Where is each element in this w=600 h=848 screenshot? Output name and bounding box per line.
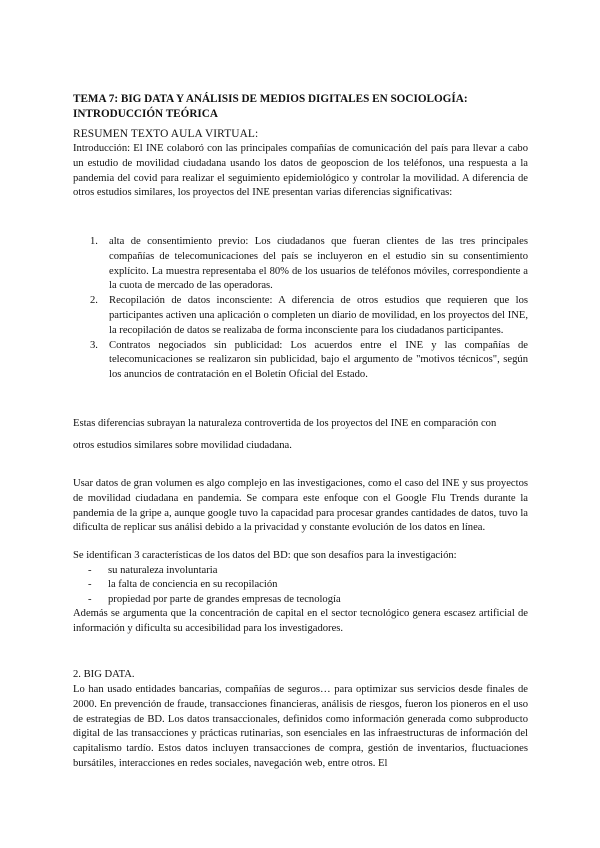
summary-line-2: otros estudios similares sobre movilidad ciudadana.: [73, 440, 292, 451]
list-item: [88, 294, 528, 338]
list-item: [88, 235, 528, 294]
list-number: 2.: [90, 295, 98, 307]
summary-line-1: Estas diferencias subrayan la naturaleza controvertida de los proyectos del INE en comparación con: [73, 418, 497, 429]
characteristic-item: [88, 593, 528, 608]
characteristic-text: su naturaleza involuntaria: [108, 565, 218, 576]
dash-bullet: -: [88, 579, 92, 590]
list-text: Recopilación de datos inconsciente: A diferencia de otros estudios que requieren que los participantes activen una aplicación o completen un diario de movilidad, en los proyectos del INE, la recopilación de datos se realizaba de forma inconsciente para los ciudadanos participantes.: [109, 295, 528, 336]
dash-bullet: -: [88, 594, 92, 605]
characteristic-text: propiedad por parte de grandes empresas de tecnología: [108, 594, 341, 605]
list-number: 1.: [90, 236, 98, 247]
characteristic-item: [88, 578, 528, 593]
list-text: alta de consentimiento previo: Los ciudadanos que fueran clientes de las tres principales compañías de telecomunicaciones del país se incluyeron en el estudio sin su consentimiento explícito. La muestra representaba el 80% de los usuarios de teléfonos móviles, correspondiente a la cuota de mercado de las operadoras.: [109, 236, 528, 292]
document-title: TEMA 7: BIG DATA Y ANÁLISIS DE MEDIOS DIGITALES EN SOCIOLOGÍA: INTRODUCCIÓN TEÓRICA: [73, 93, 468, 120]
list-number: 3.: [90, 339, 98, 351]
section-2-paragraph: Lo han usado entidades bancarias, compañías de seguros… para optimizar sus servicios desde finales de 2000. En prevención de fraude, transacciones financieras, análisis de riesgos, fueron los pioneros en el uso de estrategias de BD. Los datos transaccionales, definidos como información generada como subproducto digital de las transacciones y prácticas rutinarias, son esenciales en las infraestructuras de información del capitalismo tardío. Estos datos incluyen transacciones de compra, gestión de inventarios, fluctuaciones bursátiles, interacciones en redes sociales, navegación web, entre otros. El: [73, 684, 528, 769]
characteristics-intro: Se identifican 3 características de los datos del BD: que son desafíos para la investigación:: [73, 550, 457, 561]
list-text: Contratos negociados sin publicidad: Los acuerdos entre el INE y las compañías de telecomunicaciones se realizaron sin publicidad, bajo el argumento de "motivos técnicos", según los anuncios de contratación en el Boletín Oficial del Estado.: [109, 339, 528, 381]
list-item: [88, 339, 528, 383]
section-subtitle: RESUMEN TEXTO AULA VIRTUAL:: [73, 128, 259, 140]
capital-paragraph: Además se argumenta que la concentración de capital en el sector tecnológico genera escasez artificial de información y dificulta su accesibilidad para los investigadores.: [73, 608, 528, 634]
characteristic-item: [88, 564, 528, 579]
big-data-paragraph: Usar datos de gran volumen es algo complejo en las investigaciones, como el caso del INE y sus proyectos de movilidad ciudadana en pandemia. Se compara este enfoque con el Google Flu Trends durante la pandemia de la gripe a, aunque google tuvo la capacidad para procesar grandes cantidades de datos, tuvo la dificulta de replicar sus análisi debido a la privacidad y constante evolución de los datos en línea.: [73, 478, 528, 534]
characteristic-text: la falta de conciencia en su recopilación: [108, 579, 278, 590]
dash-bullet: -: [88, 565, 92, 576]
differences-list: [88, 235, 528, 383]
section-heading: 2. BIG DATA.: [73, 669, 135, 680]
intro-paragraph: Introducción: El INE colaboró con las principales compañías de comunicación del país para llevar a cabo un estudio de movilidad ciudadana usando los datos de geoposcion de los teléfonos, una respuesta a la pandemia del covid para realizar el seguimiento epidemiológico y controlar la movilidad. A diferencia de otros estudios similares, los proyectos del INE presentan varias diferencias significativas:: [73, 143, 528, 199]
